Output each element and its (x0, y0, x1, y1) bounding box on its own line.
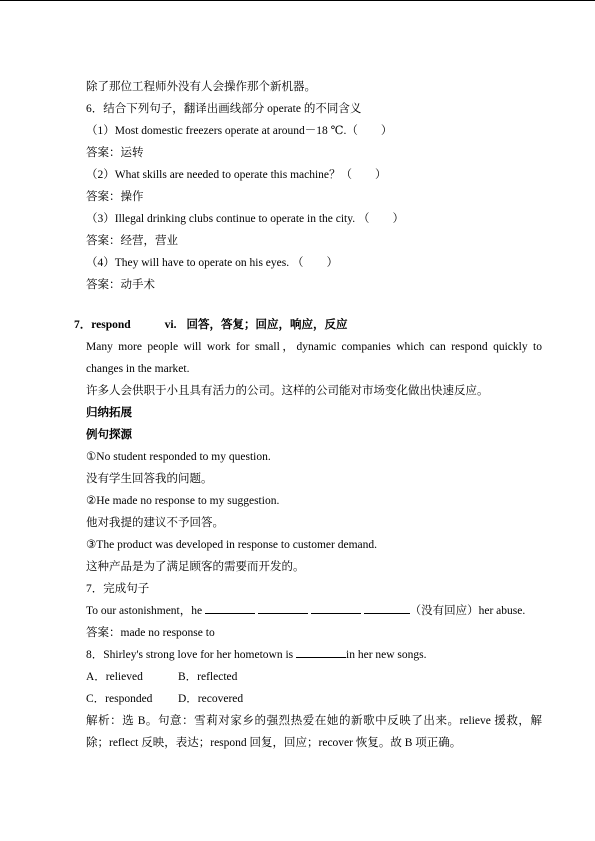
blank-3 (311, 600, 361, 614)
exercise-6-item-3: （3）Illegal drinking clubs continue to operate in the city. （ ） (86, 213, 404, 225)
section-7-example-en: Many more people will work for small，dynamic companies which can respond quickly to changes in the market. (86, 341, 542, 375)
section-7-heading (74, 314, 542, 336)
blank-1 (205, 600, 255, 614)
example-3-zh: 这种产品是为了满足顾客的需要而开发的。 (86, 561, 305, 573)
source-heading: 例句探源 (86, 429, 132, 441)
exercise-6-answer-4: 答案：动手术 (86, 279, 155, 291)
option-b: B．reflected (178, 671, 238, 683)
exercise-8-analysis: 解析：选 B。句意：雪莉对家乡的强烈热爱在她的新歌中反映了出来。relieve 援救，解除；reflect 反映，表达；respond 回复，回应；recover 恢复。故 B 项正确。 (86, 715, 542, 749)
example-2-zh: 他对我提的建议不予回答。 (86, 517, 224, 529)
exercise-6-item-1: （1）Most domestic freezers operate at around－18 ℃.（ ） (86, 125, 393, 137)
option-c: C．responded (86, 693, 153, 705)
summary-heading: 归纳拓展 (86, 407, 132, 419)
section-7-meaning: 回答，答复；回应，响应，反应 (186, 319, 348, 331)
exercise-6-answer-1: 答案：运转 (86, 147, 144, 159)
exercise-7-title: 7．完成句子 (86, 583, 150, 595)
option-a: A．relieved (86, 671, 143, 683)
document-body (74, 76, 542, 754)
exercise-7-sentence (86, 600, 542, 622)
exercise-8-stem (86, 644, 542, 666)
blank-4 (364, 600, 410, 614)
exercise-6-item-4: （4）They will have to operate on his eyes. （ ） (86, 257, 338, 269)
exercise-7-sentence-start: To our astonishment，he (86, 605, 203, 617)
exercise-6-item-2: （2）What skills are needed to operate this machine？（ ） (86, 169, 387, 181)
page-top-rule (0, 0, 595, 1)
example-2-en: ②He made no response to my suggestion. (86, 495, 280, 507)
option-d: D．recovered (178, 693, 244, 705)
exercise-6-answer-3: 答案：经营，营业 (86, 235, 178, 247)
exercise-6-answer-2: 答案：操作 (86, 191, 144, 203)
translation-line: 除了那位工程师外没有人会操作那个新机器。 (86, 81, 316, 93)
exercise-8-stem-end: in her new songs. (346, 649, 427, 661)
section-7-word: 7．respond (74, 319, 131, 331)
blank-2 (258, 600, 308, 614)
exercise-6-title: 6．结合下列句子，翻译出画线部分 operate 的不同含义 (86, 103, 362, 115)
example-1-en: ①No student responded to my question. (86, 451, 271, 463)
example-3-en: ③The product was developed in response to customer demand. (86, 539, 378, 551)
exercise-8-options-cd (86, 688, 542, 710)
exercise-7-hint: （没有回应）her abuse. (409, 605, 526, 617)
exercise-8-options-ab (86, 666, 542, 688)
example-1-zh: 没有学生回答我的问题。 (86, 473, 213, 485)
section-7-example-zh: 许多人会供职于小且具有活力的公司。这样的公司能对市场变化做出快速反应。 (86, 385, 489, 397)
section-spacer (86, 296, 542, 314)
section-7-pos: vi. (164, 319, 177, 331)
exercise-7-answer: 答案：made no response to (86, 627, 215, 639)
exercise-8-blank (296, 644, 346, 658)
exercise-8-stem-start: 8．Shirley's strong love for her hometown is (86, 649, 294, 661)
